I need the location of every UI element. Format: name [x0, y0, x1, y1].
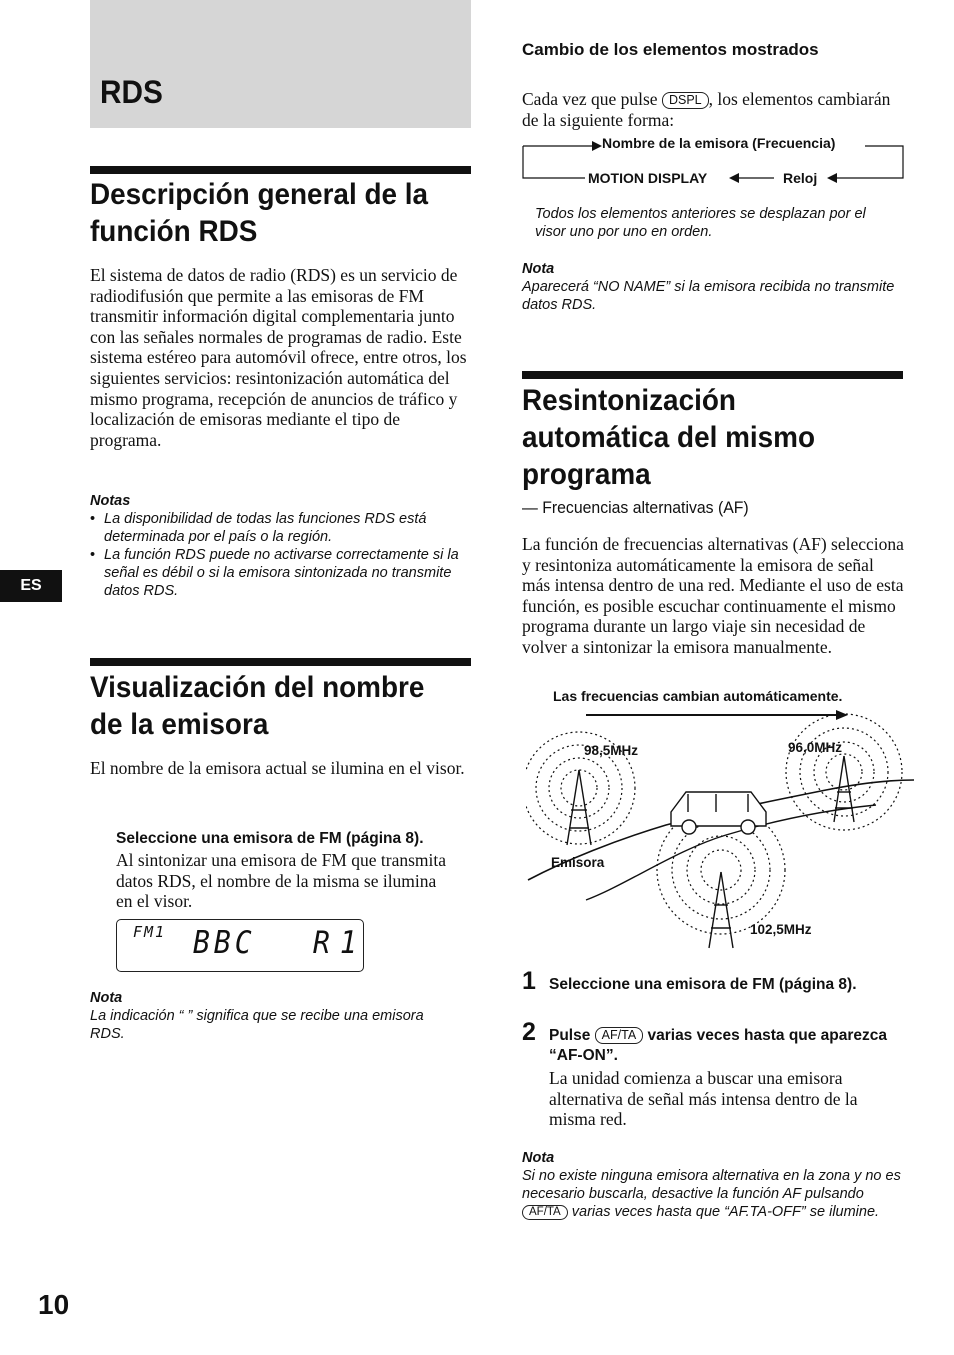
- note-item: • La función RDS puede no activarse correctamente si la señal es débil o si la emisora sintonizada no transmite datos RDS.: [90, 546, 472, 600]
- step-body: La unidad comienza a buscar una emisora alternativa de señal más intensa dentro de la misma red.: [549, 1068, 858, 1130]
- frequency-label-right: 96,0MHz: [788, 740, 843, 755]
- step-number: 1: [522, 967, 536, 995]
- section-rule: [522, 371, 903, 379]
- page-title: RDS: [100, 74, 163, 110]
- step-text: Pulse: [549, 1027, 591, 1044]
- cycle-top-label: Nombre de la emisora (Frecuencia): [602, 135, 836, 151]
- lcd-suffix: R1: [313, 924, 367, 961]
- section-subheading: Cambio de los elementos mostrados: [522, 40, 819, 59]
- station-label: Emisora: [551, 855, 605, 870]
- note-text: [522, 1167, 907, 1221]
- body-text: Cada vez que pulse: [522, 89, 658, 109]
- af-figure: [526, 700, 914, 950]
- lcd-station-name: BBC: [193, 924, 256, 961]
- step-number: 2: [522, 1018, 536, 1046]
- af-ta-key: AF/TA: [595, 1027, 644, 1044]
- section-heading: Resintonización automática del mismo programa: [522, 384, 816, 491]
- dspl-key: DSPL: [662, 92, 709, 109]
- page-number: 10: [38, 1289, 70, 1320]
- note-text: Aparecerá “NO NAME” si la emisora recibida no transmite datos RDS.: [522, 279, 895, 313]
- cycle-bottom-right-label: Reloj: [783, 170, 818, 186]
- note-text-part: varias veces hasta que “AF.TA-OFF” se ilumine.: [571, 1204, 880, 1220]
- section-heading: Descripción general de la función RDS: [90, 178, 429, 248]
- notes-label: Notas: [90, 493, 131, 509]
- lcd-band: FM1: [133, 923, 167, 941]
- cycle-bottom-left-label: MOTION DISPLAY: [588, 170, 708, 186]
- section-body: El sistema de datos de radio (RDS) es un servicio de radiodifusión que permite a las emisoras de FM transmitir información digital complementaria junto con las señales normales de programas de radio. Este sistema estéreo para automóvil ofrece, entre otros, los siguientes servicios: resintonización automática del mismo programa, recepción de anuncios de tráfico y localización de emisoras mediante el tipo de programa.: [90, 265, 467, 450]
- note-label: Nota: [90, 990, 123, 1006]
- step-text: varias veces hasta que aparezca “AF-ON”.: [549, 1027, 888, 1064]
- section-heading: Visualización del nombre de la emisora: [90, 671, 425, 741]
- note-label: Nota: [522, 1150, 555, 1166]
- step-body: Al sintonizar una emisora de FM que transmita datos RDS, el nombre de la misma se ilumina en el visor.: [116, 850, 446, 912]
- section-subheading: — Frecuencias alternativas (AF): [522, 498, 749, 517]
- frequency-label-bottom: 102,5MHz: [750, 922, 812, 937]
- step-title: Seleccione una emisora de FM (página 8).: [116, 830, 424, 847]
- note-item: • La disponibilidad de todas las funciones RDS está determinada por el país o la región.: [90, 510, 472, 546]
- note-text: La indicación “ ” significa que se recibe una emisora RDS.: [90, 1008, 424, 1042]
- af-ta-key: AF/TA: [522, 1205, 568, 1220]
- note-text-part: Si no existe ninguna emisora alternativa en la zona y no es necesario buscarla, desactive la función AF pulsando: [522, 1168, 901, 1202]
- section-body: El nombre de la emisora actual se ilumina en el visor.: [90, 758, 465, 778]
- title-block: [90, 0, 471, 128]
- section-rule: [90, 658, 471, 666]
- figure-caption: Las frecuencias cambian automáticamente.: [553, 688, 843, 704]
- lcd-display: [116, 919, 367, 972]
- body-text: , los elementos cambiarán de la siguiente forma:: [522, 89, 891, 130]
- notes-list: [90, 510, 472, 600]
- frequency-label-left: 98,5MHz: [584, 743, 639, 758]
- section-rule: [90, 166, 471, 174]
- italic-text: Todos los elementos anteriores se desplazan por el visor uno por uno en orden.: [535, 206, 866, 240]
- side-tab: ES: [0, 570, 62, 602]
- step-title: Seleccione una emisora de FM (página 8).: [549, 976, 857, 993]
- section-body: La función de frecuencias alternativas (AF) selecciona y resintoniza automáticamente la emisora de señal más intensa dentro de una red. Mediante el uso de esta función, es posible escuchar continuamente el mismo programa durante un largo viaje sin necesidad de volver a sintonizar la emisora manualmente.: [522, 534, 904, 657]
- section-body: [522, 89, 904, 130]
- note-label: Nota: [522, 261, 555, 277]
- step-title: [549, 1026, 889, 1066]
